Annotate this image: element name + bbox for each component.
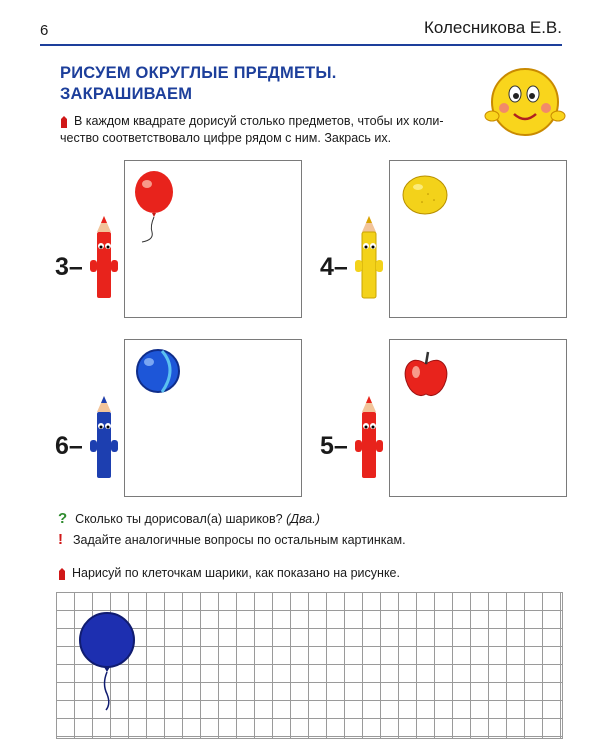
task-number-4: 4– xyxy=(320,253,348,281)
task-number-5: 5– xyxy=(320,432,348,460)
note-line xyxy=(58,531,406,548)
question-text: Сколько ты дорисовал(а) шариков? xyxy=(75,512,283,526)
instruction-line-1: В каждом квадрате дорисуй столько предметов, чтобы их коли- xyxy=(74,114,444,128)
pencil-mark-icon xyxy=(60,116,68,128)
grid-task-line xyxy=(58,566,400,580)
red-balloon-icon xyxy=(132,170,178,246)
page-number: 6 xyxy=(40,22,49,39)
blue-ball-icon xyxy=(134,347,182,395)
instruction-text xyxy=(60,113,470,147)
author-name: Колесникова Е.В. xyxy=(424,18,562,37)
lemon-icon xyxy=(400,172,450,218)
title-line-1: РИСУЕМ ОКРУГЛЫЕ ПРЕДМЕТЫ. xyxy=(60,64,337,82)
red-pencil-icon xyxy=(89,216,119,302)
grid-balloon-icon xyxy=(76,612,140,712)
task-number-3: 3– xyxy=(55,253,83,281)
grid-task-text: Нарисуй по клеточкам шарики, как показано на рисунке. xyxy=(72,566,400,580)
blue-pencil-icon xyxy=(89,396,119,482)
question-line xyxy=(58,510,320,527)
question-mark-icon: ? xyxy=(58,510,68,527)
question-answer: (Два.) xyxy=(286,512,320,526)
instruction-line-2: чество соответствовало цифре рядом с ним. Закрась их. xyxy=(60,131,392,145)
red-apple-icon xyxy=(402,350,450,400)
smiley-sun-icon xyxy=(482,64,568,142)
title-line-2: ЗАКРАШИВАЕМ xyxy=(60,85,193,103)
yellow-pencil-icon xyxy=(354,216,384,302)
header-rule xyxy=(40,44,562,46)
task-number-6: 6– xyxy=(55,432,83,460)
note-text: Задайте аналогичные вопросы по остальным картинкам. xyxy=(73,533,406,547)
pencil-mark-icon xyxy=(58,568,66,580)
page-title xyxy=(60,63,337,105)
red-pencil-icon xyxy=(354,396,384,482)
exclamation-icon: ! xyxy=(58,531,63,548)
